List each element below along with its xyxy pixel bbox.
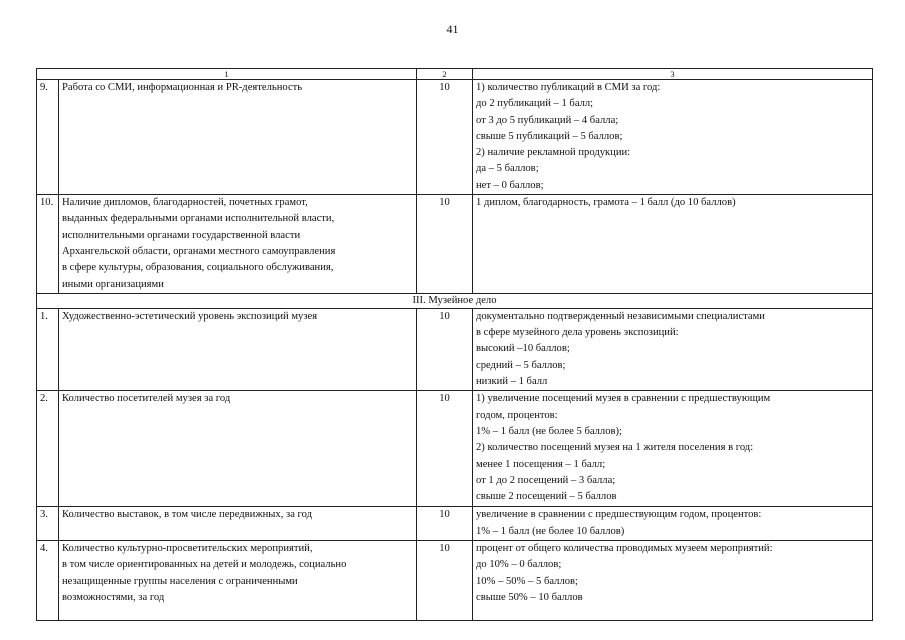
scoring-criteria-line: от 1 до 2 посещений – 3 балла;	[476, 474, 616, 486]
criterion-name-line: Архангельской области, органами местного самоуправления	[62, 245, 336, 257]
row-number: 9.	[37, 80, 59, 195]
scoring-criteria-line: свыше 5 публикаций – 5 баллов;	[476, 130, 623, 142]
criterion-name-line: Работа со СМИ, информационная и PR-деятельность	[62, 82, 303, 93]
row-number: 4.	[37, 540, 59, 620]
scoring-criteria	[473, 391, 873, 507]
scoring-criteria-line: да – 5 баллов;	[476, 163, 539, 175]
scoring-criteria-line: 10% – 50% – 5 баллов;	[476, 575, 578, 587]
criterion-name	[59, 308, 417, 390]
scoring-criteria-line: годом, процентов:	[476, 409, 558, 421]
section-title: III. Музейное дело	[37, 293, 873, 308]
header-col-3: 3	[473, 69, 873, 80]
table-row	[37, 195, 873, 294]
scoring-criteria-line: документально подтвержденный независимыми специалистами	[476, 310, 765, 322]
criterion-name-line: Наличие дипломов, благодарностей, почетных грамот,	[62, 197, 308, 209]
scoring-criteria-line: в сфере музейного дела уровень экспозиций:	[476, 327, 679, 339]
scoring-criteria-line: 2) наличие рекламной продукции:	[476, 147, 631, 159]
criterion-name	[59, 540, 417, 620]
scoring-criteria-line: 2) количество посещений музея на 1 жителя поселения в год:	[476, 442, 754, 454]
scoring-criteria-line: свыше 50% – 10 баллов	[476, 591, 583, 603]
scoring-criteria-line: от 3 до 5 публикаций – 4 балла;	[476, 114, 619, 126]
criterion-name-line: Количество посетителей музея за год	[62, 393, 231, 405]
table-header-row	[37, 69, 873, 80]
criterion-name	[59, 195, 417, 294]
max-score: 10	[417, 391, 473, 507]
table-row	[37, 308, 873, 390]
max-score: 10	[417, 507, 473, 541]
criterion-name-line: иными организациями	[62, 278, 164, 290]
scoring-criteria	[473, 540, 873, 620]
scoring-criteria-line: 1) количество публикаций в СМИ за год:	[476, 82, 661, 93]
table-row	[37, 540, 873, 620]
scoring-criteria-line: нет – 0 баллов;	[476, 179, 544, 191]
header-col-1: 1	[37, 69, 417, 80]
scoring-criteria-line: средний – 5 баллов;	[476, 359, 566, 371]
scoring-criteria-line: высокий –10 баллов;	[476, 343, 570, 355]
scoring-criteria-line: 1 диплом, благодарность, грамота – 1 балл (до 10 баллов)	[476, 197, 736, 209]
scoring-criteria-line: 1% – 1 балл (не более 10 баллов)	[476, 525, 625, 537]
criterion-name-line: исполнительными органами государственной власти	[62, 229, 301, 241]
scoring-criteria-line: до 10% – 0 баллов;	[476, 559, 562, 571]
criterion-name	[59, 391, 417, 507]
row-number: 3.	[37, 507, 59, 541]
scoring-criteria	[473, 507, 873, 541]
row-number: 1.	[37, 308, 59, 390]
scoring-criteria-line: низкий – 1 балл	[476, 376, 548, 388]
criterion-name-line: Художественно-эстетический уровень экспозиций музея	[62, 310, 318, 322]
row-number: 2.	[37, 391, 59, 507]
criterion-name-line: Количество выставок, в том числе передвижных, за год	[62, 509, 313, 521]
max-score: 10	[417, 540, 473, 620]
scoring-criteria-line: процент от общего количества проводимых музеем мероприятий:	[476, 542, 773, 554]
scoring-criteria-line: 1% – 1 балл (не более 5 баллов);	[476, 425, 622, 437]
scoring-criteria-line: до 2 публикаций – 1 балл;	[476, 98, 594, 110]
max-score: 10	[417, 195, 473, 294]
scoring-criteria	[473, 80, 873, 195]
scoring-criteria	[473, 308, 873, 390]
criterion-name-line: в том числе ориентированных на детей и молодежь, социально	[62, 559, 347, 571]
table-row	[37, 507, 873, 541]
criterion-name	[59, 80, 417, 195]
row-number: 10.	[37, 195, 59, 294]
scoring-criteria-line: 1) увеличение посещений музея в сравнении с предшествующим	[476, 393, 771, 405]
criterion-name-line: незащищенные группы населения с ограниченными	[62, 575, 298, 587]
table-row	[37, 80, 873, 195]
max-score: 10	[417, 308, 473, 390]
criterion-name-line: выданных федеральными органами исполнительной власти,	[62, 213, 335, 225]
criterion-name-line: Количество культурно-просветительских мероприятий,	[62, 542, 313, 554]
scoring-criteria	[473, 195, 873, 294]
scoring-criteria-line: свыше 2 посещений – 5 баллов	[476, 491, 617, 503]
criterion-name-line: возможностями, за год	[62, 591, 165, 603]
section-row	[37, 293, 873, 308]
page-number: 41	[446, 22, 459, 36]
scoring-criteria-line: увеличение в сравнении с предшествующим годом, процентов:	[476, 509, 762, 521]
scoring-criteria-line: менее 1 посещения – 1 балл;	[476, 458, 606, 470]
criterion-name	[59, 507, 417, 541]
header-col-2: 2	[417, 69, 473, 80]
criteria-table	[36, 68, 873, 621]
max-score: 10	[417, 80, 473, 195]
criterion-name-line: в сфере культуры, образования, социального обслуживания,	[62, 262, 334, 274]
table-row	[37, 391, 873, 507]
